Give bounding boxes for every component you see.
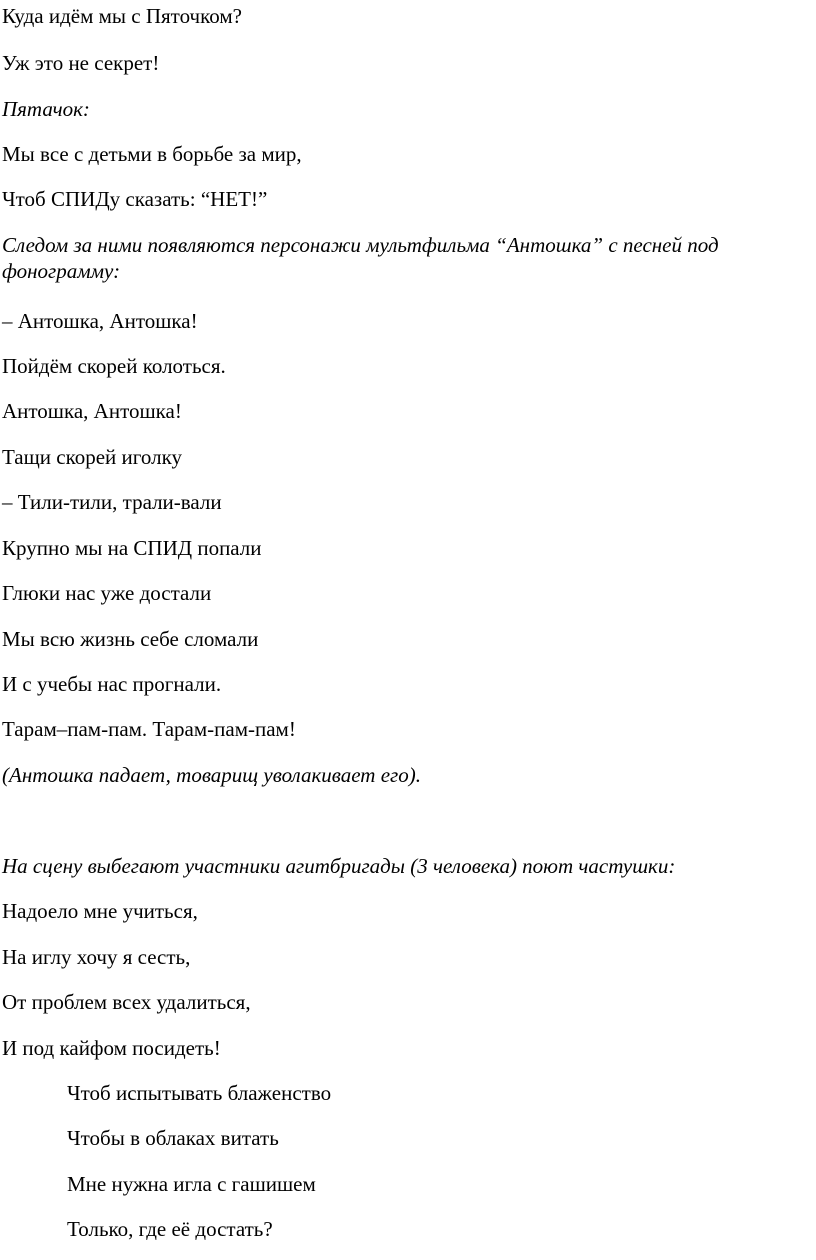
text-line: Крупно мы на СПИД попали (2, 536, 262, 560)
text-line: Чтобы в облаках витать (67, 1126, 279, 1150)
text-line: Чтоб СПИДу сказать: “НЕТ!” (2, 187, 268, 211)
speaker-label: Пятачок: (2, 97, 90, 121)
text-line: Надоело мне учиться, (2, 899, 198, 923)
text-line: Куда идём мы с Пяточком? (2, 4, 242, 28)
text-line: Пойдём скорей колоться. (2, 354, 226, 378)
text-line: Глюки нас уже достали (2, 581, 212, 605)
text-line: – Антошка, Антошка! (2, 309, 198, 333)
text-line: На иглу хочу я сесть, (2, 945, 191, 969)
text-line: – Тили-тили, трали-вали (2, 490, 222, 514)
text-line: От проблем всех удалиться, (2, 990, 251, 1014)
stage-direction: (Антошка падает, товарищ уволакивает его). (2, 763, 421, 787)
text-line: Тарам–пам-пам. Тарам-пам-пам! (2, 717, 296, 741)
text-line: Тащи скорей иголку (2, 445, 182, 469)
stage-direction: На сцену выбегают участники агитбригады (3 человека) поют частушки: (2, 854, 676, 878)
text-line: И под кайфом посидеть! (2, 1036, 221, 1060)
text-line: Антошка, Антошка! (2, 399, 182, 423)
text-line: Мы всю жизнь себе сломали (2, 627, 259, 651)
text-line: И с учебы нас прогнали. (2, 672, 222, 696)
text-line: Мы все с детьми в борьбе за мир, (2, 142, 302, 166)
text-line: Чтоб испытывать блаженство (67, 1081, 332, 1105)
stage-direction: Следом за ними появляются персонажи мультфильма “Антошка” с песней под фонограмму: (2, 233, 719, 283)
text-line: Мне нужна игла с гашишем (67, 1172, 316, 1196)
text-line: Уж это не секрет! (2, 51, 160, 75)
text-line: Только, где её достать? (67, 1217, 273, 1241)
